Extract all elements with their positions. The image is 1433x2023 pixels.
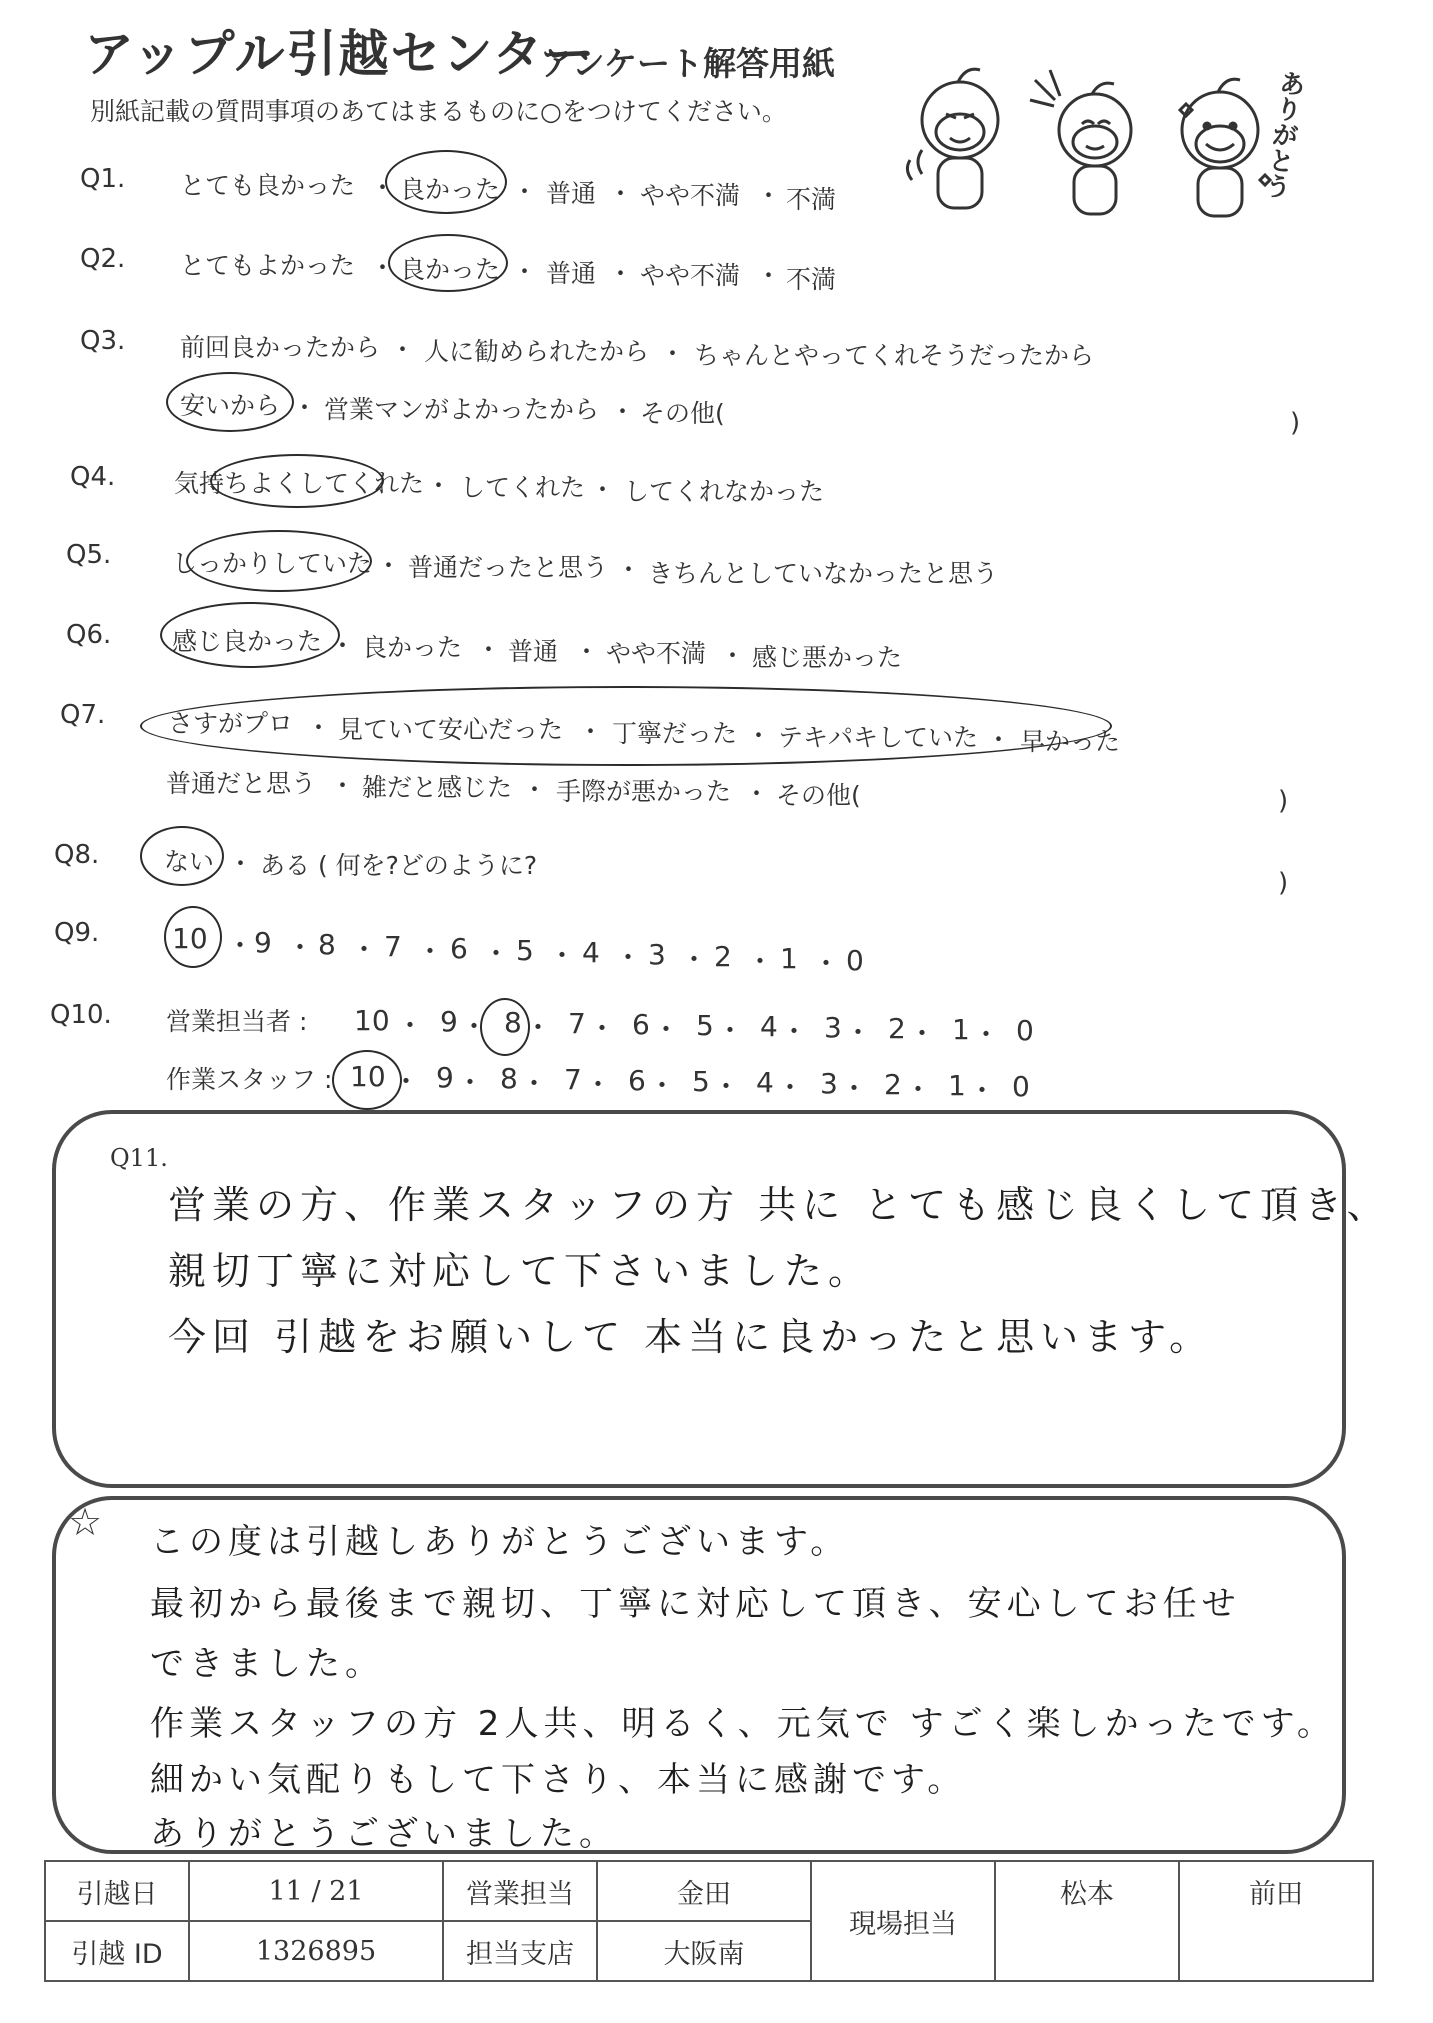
sales-staff-value: 金田 [597, 1861, 811, 1921]
q10-sales-scale-3[interactable]: 3 [824, 1011, 842, 1044]
q9-scale-1[interactable]: 1 [780, 942, 798, 975]
q2-option-1[interactable]: とてもよかった [180, 251, 356, 280]
separator-dot: ・ [520, 1067, 549, 1100]
star-icon: ☆ [68, 1500, 103, 1544]
q10-label: Q10. [50, 1000, 112, 1030]
q7-label: Q7. [60, 700, 106, 730]
separator-dot: ・ [776, 1071, 805, 1104]
separator-dot: ・ [968, 1074, 997, 1107]
q6-option-2[interactable]: 良かった [362, 633, 463, 662]
q1-option-2[interactable]: 良かった [400, 175, 501, 204]
q10-staff-scale-1[interactable]: 1 [948, 1069, 966, 1102]
q10-staff-scale-4[interactable]: 4 [756, 1066, 774, 1099]
q10-staff-label: 作業スタッフ : [166, 1065, 333, 1094]
q10-staff-scale-2[interactable]: 2 [884, 1068, 902, 1101]
separator-dot: ・ [648, 1069, 677, 1102]
q9-scale-7[interactable]: 7 [384, 930, 402, 963]
q6-option-5[interactable]: 感じ悪かった [752, 643, 903, 672]
comment-line-3: できました。 [150, 1644, 384, 1684]
q1-option-3[interactable]: 普通 [546, 179, 597, 208]
q9-scale-10[interactable]: 10 [172, 922, 208, 955]
q7-option-2[interactable]: 見ていて安心だった [338, 715, 564, 744]
q10-staff-scale-3[interactable]: 3 [820, 1067, 838, 1100]
q3-option-4[interactable]: 安いから [180, 391, 281, 420]
q9-scale-3[interactable]: 3 [648, 938, 666, 971]
q7-option-5[interactable]: 早かった [1020, 727, 1121, 756]
mascot-caption: ありがとう [1259, 67, 1307, 201]
q10-sales-scale-7[interactable]: 7 [568, 1007, 586, 1040]
q10-staff-scale-0[interactable]: 0 [1012, 1070, 1030, 1103]
q5-label: Q5. [66, 540, 112, 570]
form-instruction: 別紙記載の質問事項のあてはまるものに○をつけてください。 [90, 97, 787, 126]
separator-dot: ・ [904, 1073, 933, 1106]
footer-table [44, 1860, 1374, 1982]
q4-option-2[interactable]: してくれた [460, 473, 586, 502]
q10-staff-scale-10[interactable]: 10 [350, 1060, 386, 1093]
q10-sales-scale-10[interactable]: 10 [354, 1004, 390, 1037]
separator-dot: ・ [908, 1017, 937, 1050]
q10-sales-scale-8[interactable]: 8 [504, 1006, 522, 1039]
q10-sales-scale-0[interactable]: 0 [1016, 1014, 1034, 1047]
q1-option-5[interactable]: 不満 [786, 185, 837, 214]
sales-staff-label: 営業担当 [443, 1861, 597, 1921]
q10-staff-scale-8[interactable]: 8 [500, 1062, 518, 1095]
q6-label: Q6. [66, 620, 112, 650]
q8-option-1[interactable]: ない [164, 847, 215, 876]
move-date-value: 11 / 21 [189, 1861, 443, 1921]
q6-option-3[interactable]: 普通 [508, 637, 559, 666]
q11-label: Q11. [110, 1144, 168, 1172]
move-date-label: 引越日 [45, 1861, 189, 1921]
branch-value: 大阪南 [597, 1921, 811, 1981]
q5-option-1[interactable]: しっかりしていた [172, 549, 373, 578]
separator-dot: ・ [840, 1072, 869, 1105]
q2-option-3[interactable]: 普通 [546, 259, 597, 288]
q11-line-3: 今回 引越をお願いして 本当に良かったと思います。 [168, 1315, 1214, 1359]
q7-option-9[interactable]: その他( [776, 781, 861, 810]
q9-scale-0[interactable]: 0 [846, 944, 864, 977]
move-id-label: 引越 ID [45, 1921, 189, 1981]
site-staff-label: 現場担当 [811, 1861, 995, 1981]
comment-line-6: ありがとうございました。 [150, 1814, 618, 1854]
comment-line-1: この度は引越しありがとうございます。 [150, 1522, 850, 1562]
q9-scale-6[interactable]: 6 [450, 932, 468, 965]
q6-option-1[interactable]: 感じ良かった [172, 627, 323, 656]
q1-option-4[interactable]: やや不満 [640, 181, 741, 210]
q2-option-2[interactable]: 良かった [400, 255, 501, 284]
q2-option-5[interactable]: 不満 [786, 265, 837, 294]
separator-dot: ・ [392, 1065, 421, 1098]
q9-scale-2[interactable]: 2 [714, 940, 732, 973]
separator-dot: ・ [972, 1018, 1001, 1051]
separator-dot: ・ [460, 1010, 489, 1043]
separator-dot: ・ [712, 1070, 741, 1103]
q7-paren-close: ) [1278, 786, 1289, 816]
q10-sales-scale-5[interactable]: 5 [696, 1009, 714, 1042]
q3-option-1[interactable]: 前回良かったから [180, 333, 381, 362]
q9-scale-8[interactable]: 8 [318, 928, 336, 961]
q7-option-7[interactable]: 雑だと感じた [362, 773, 513, 802]
q8-option-2[interactable]: ある ( 何を?どのように? [260, 851, 538, 880]
move-id-value: 1326895 [189, 1921, 443, 1981]
q6-option-4[interactable]: やや不満 [606, 639, 707, 668]
q11-line-1: 営業の方、作業スタッフの方 共に とても感じ良くして頂き、 [168, 1183, 1391, 1227]
q4-option-3[interactable]: してくれなかった [624, 477, 825, 506]
mascot-illustration [900, 40, 1360, 230]
q7-option-1[interactable]: さすがプロ [168, 709, 294, 738]
q10-staff-scale-7[interactable]: 7 [564, 1063, 582, 1096]
comment-line-5: 細かい気配りもして下さり、本当に感謝です。 [150, 1760, 967, 1800]
separator-dot: ・ [844, 1016, 873, 1049]
q3-option-5[interactable]: 営業マンがよかったから [324, 395, 600, 424]
q8-label: Q8. [54, 840, 100, 870]
q10-sales-label: 営業担当者 : [166, 1007, 308, 1036]
branch-label: 担当支店 [443, 1921, 597, 1981]
q5-option-2[interactable]: 普通だったと思う [408, 553, 609, 582]
q10-sales-scale-2[interactable]: 2 [888, 1012, 906, 1045]
q11-box [52, 1110, 1346, 1488]
q10-sales-scale-1[interactable]: 1 [952, 1013, 970, 1046]
q9-scale-9[interactable]: 9 [254, 926, 272, 959]
q5-option-3[interactable]: きちんとしていなかったと思う [648, 559, 999, 588]
q3-paren-close: ) [1290, 408, 1301, 438]
q4-option-1[interactable]: 気持ちよくしてくれた [174, 469, 425, 498]
q2-label: Q2. [80, 244, 126, 274]
company-title: アップル引越センター [84, 25, 597, 83]
q11-line-2: 親切丁寧に対応して下さいました。 [168, 1249, 873, 1293]
q10-sales-scale-6[interactable]: 6 [632, 1008, 650, 1041]
separator-dot: ・ [780, 1015, 809, 1048]
q3-label: Q3. [80, 326, 126, 356]
separator-dot: ・ [584, 1068, 613, 1101]
separator-dot: ・ [524, 1011, 553, 1044]
site-staff-value-2: 前田 [1179, 1861, 1373, 1981]
q3-option-2[interactable]: 人に勧められたから [424, 337, 650, 366]
q3-option-6[interactable]: その他( [640, 399, 725, 428]
q10-staff-scale-5[interactable]: 5 [692, 1065, 710, 1098]
q7-option-4[interactable]: テキパキしていた [778, 723, 979, 752]
separator-dot: ・ [652, 1013, 681, 1046]
q7-option-8[interactable]: 手際が悪かった [556, 777, 732, 806]
q7-option-3[interactable]: 丁寧だった [612, 719, 738, 748]
site-staff-value-1: 松本 [995, 1861, 1179, 1981]
comment-line-4: 作業スタッフの方 2人共、明るく、元気で すごく楽しかったです。 [150, 1704, 1336, 1744]
q9-scale-5[interactable]: 5 [516, 934, 534, 967]
q8-paren-close: ) [1278, 868, 1289, 898]
separator-dot: ・ [456, 1066, 485, 1099]
q4-label: Q4. [70, 462, 116, 492]
separator-dot: ・ [716, 1014, 745, 1047]
q10-staff-scale-9[interactable]: 9 [436, 1061, 454, 1094]
q10-sales-scale-9[interactable]: 9 [440, 1005, 458, 1038]
q10-sales-scale-4[interactable]: 4 [760, 1010, 778, 1043]
q9-scale-4[interactable]: 4 [582, 936, 600, 969]
q1-option-1[interactable]: とても良かった [180, 171, 356, 200]
separator-dot: ・ [396, 1009, 425, 1042]
q3-option-3[interactable]: ちゃんとやってくれそうだったから [694, 341, 1095, 370]
q1-label: Q1. [80, 164, 126, 194]
q7-option-6[interactable]: 普通だと思う [166, 769, 317, 798]
separator-dot: ・ [588, 1012, 617, 1045]
comment-line-2: 最初から最後まで親切、丁寧に対応して頂き、安心してお任せ [150, 1584, 1241, 1624]
form-subtitle: アンケート解答用紙 [540, 44, 836, 83]
q10-staff-scale-6[interactable]: 6 [628, 1064, 646, 1097]
q9-label: Q9. [54, 918, 100, 948]
q2-option-4[interactable]: やや不満 [640, 261, 741, 290]
